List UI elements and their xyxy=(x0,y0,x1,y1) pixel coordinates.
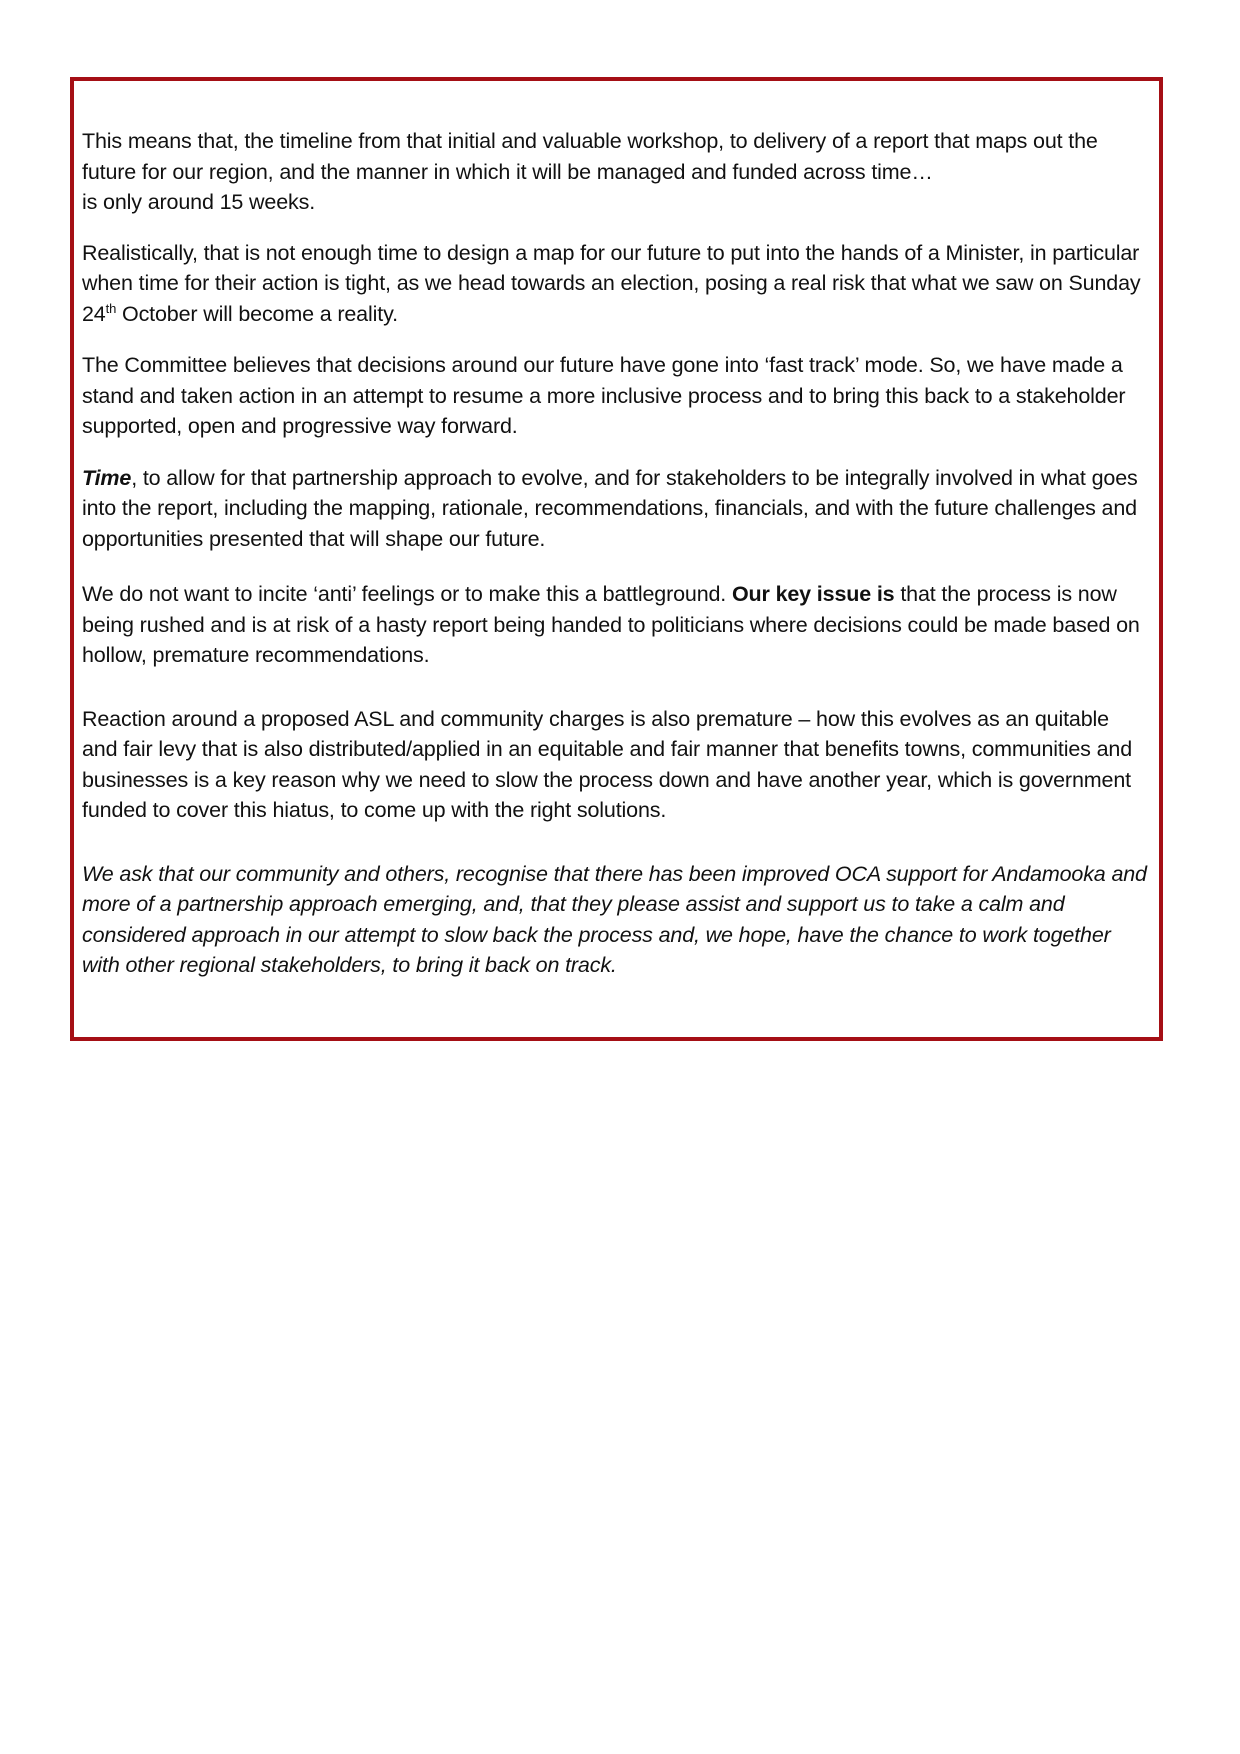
key-issue-intro: We do not want to incite ‘anti’ feelings or to make this a battleground. xyxy=(82,582,732,606)
paragraph-key-issue xyxy=(82,579,1149,671)
timeline-text: This means that, the timeline from that initial and valuable workshop, to delivery of a report that maps out the future for our region, and the manner in which it will be managed and funded across time… xyxy=(82,129,1098,184)
ordinal-suffix: th xyxy=(105,300,117,316)
paragraph-time xyxy=(82,463,1149,555)
time-text: , to allow for that partnership approach to evolve, and for stakeholders to be integrally involved in what goes into the report, including the mapping, rationale, recommendations, financials, and with the future challenges and opportunities presented that will shape our future. xyxy=(82,465,1138,551)
paragraph-reaction xyxy=(82,704,1149,826)
timeline-weeks-text: is only around 15 weeks. xyxy=(82,190,316,214)
paragraph-request xyxy=(82,859,1149,981)
key-issue-bold: Our key issue is xyxy=(731,582,895,606)
paragraph-realistically xyxy=(82,238,1149,330)
paragraph-committee xyxy=(82,350,1149,442)
realistically-text: Realistically, that is not enough time to design a map for our future to put into the hands of a Minister, in particular when time for their action is tight, as we head towards an election, posing a real risk that what we saw on Sunday 24 xyxy=(82,240,1141,326)
paragraph-timeline xyxy=(82,126,1149,218)
reaction-text: Reaction around a proposed ASL and community charges is also premature – how this evolves as an quitable and fair levy that is also distributed/applied in an equitable and fair manner that benefits towns, communities and businesses is a key reason why we need to slow the process down and have another year, which is government funded to cover this hiatus, to come up with the right solutions. xyxy=(82,706,1133,822)
request-text: We ask that our community and others, recognise that there has been improved OCA support for Andamooka and more of a partnership approach emerging, and, that they please assist and support us to take a calm and considered approach in our attempt to slow back the process and, we hope, have the chance to work together with other regional stakeholders, to bring it back on track. xyxy=(82,861,1147,977)
committee-text: The Committee believes that decisions around our future have gone into ‘fast track’ mode. So, we have made a stand and taken action in an attempt to resume a more inclusive process and to bring this back to a stakeholder supported, open and progressive way forward. xyxy=(82,353,1126,438)
time-emphasis: Time xyxy=(82,465,132,490)
key-issue-text: that the process is now being rushed and is at risk of a hasty report being handed to politicians where decisions could be made based on hollow, premature recommendations. xyxy=(82,582,1140,667)
bordered-text-box xyxy=(70,77,1163,1041)
realistically-text-end: October will become a reality. xyxy=(116,301,398,326)
